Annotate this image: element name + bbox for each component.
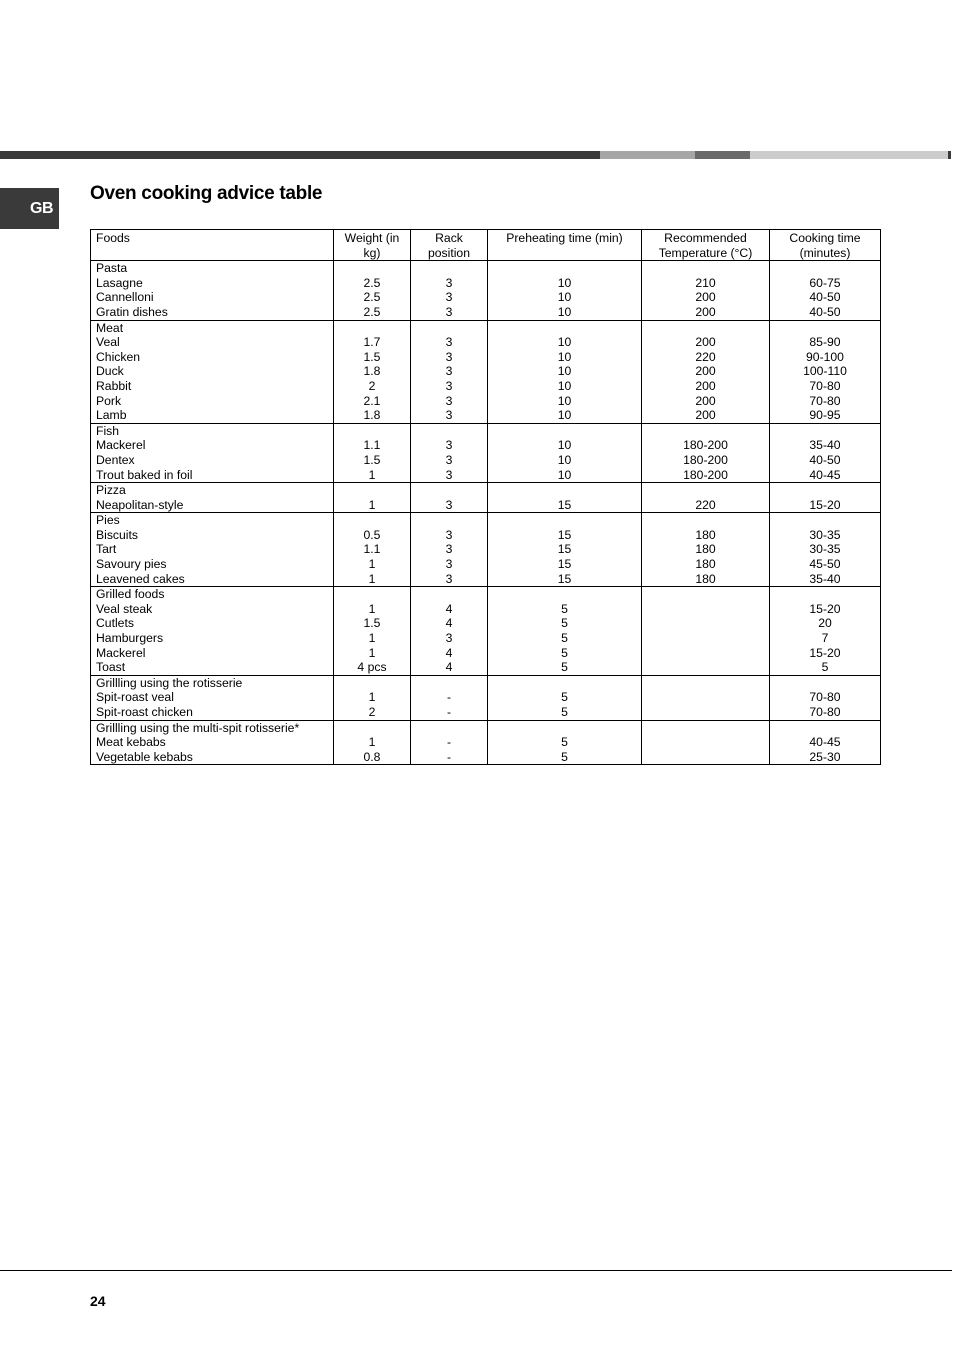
food-value: Cannelloni bbox=[96, 290, 154, 305]
preheat-value: 10 bbox=[557, 290, 572, 305]
cell-spacer bbox=[334, 513, 410, 528]
rack-value: 3 bbox=[445, 304, 453, 319]
cell-spacer bbox=[770, 483, 880, 498]
temp-cell bbox=[642, 675, 770, 720]
preheat-value: 15 bbox=[557, 527, 572, 542]
weight-cell bbox=[334, 261, 411, 320]
table-group-row bbox=[91, 483, 881, 513]
time-value: 15-20 bbox=[809, 601, 841, 616]
food-value: Savoury pies bbox=[96, 557, 167, 572]
temp-value bbox=[642, 631, 769, 646]
temp-cell bbox=[642, 587, 770, 676]
language-tab: GB bbox=[0, 188, 59, 229]
food-group-heading: Grilled foods bbox=[96, 587, 165, 602]
preheat-value: 10 bbox=[557, 452, 572, 467]
header-bar-segment bbox=[600, 151, 695, 159]
cell-spacer bbox=[770, 261, 880, 276]
time-value: 25-30 bbox=[809, 749, 841, 764]
food-value: Gratin dishes bbox=[96, 304, 168, 319]
cell-spacer bbox=[488, 513, 641, 528]
cell-spacer bbox=[488, 261, 641, 276]
header-bar-segment bbox=[948, 151, 951, 159]
preheat-value: 15 bbox=[557, 542, 572, 557]
preheat-value: 5 bbox=[561, 616, 568, 631]
weight-value: 1 bbox=[368, 601, 376, 616]
cell-spacer bbox=[411, 483, 487, 498]
rack-value: 3 bbox=[445, 349, 453, 364]
preheat-value: 10 bbox=[557, 438, 572, 453]
table-group-row bbox=[91, 675, 881, 720]
rack-cell bbox=[411, 513, 488, 587]
food-group-heading: Grillling using the rotisserie bbox=[96, 675, 243, 690]
cell-spacer bbox=[411, 261, 487, 276]
preheat-value: 5 bbox=[561, 690, 568, 705]
temp-value: 180-200 bbox=[683, 452, 728, 467]
weight-value: 0.8 bbox=[363, 749, 381, 764]
food-value: Spit-roast chicken bbox=[96, 705, 193, 719]
time-value: 30-35 bbox=[809, 527, 841, 542]
rack-value: 3 bbox=[445, 452, 453, 467]
cell-spacer bbox=[334, 721, 410, 736]
rack-value: - bbox=[446, 749, 452, 764]
cell-spacer bbox=[411, 587, 487, 602]
table-group-row bbox=[91, 513, 881, 587]
cell-spacer bbox=[411, 676, 487, 691]
preheat-value: 10 bbox=[557, 408, 572, 423]
weight-value: 1.1 bbox=[363, 542, 381, 557]
weight-cell bbox=[334, 513, 411, 587]
cell-spacer bbox=[770, 424, 880, 439]
rack-value: 3 bbox=[445, 275, 453, 290]
time-value: 100-110 bbox=[803, 364, 847, 379]
weight-cell bbox=[334, 720, 411, 765]
food-value: Veal steak bbox=[96, 601, 153, 616]
weight-value: 1.5 bbox=[363, 452, 381, 467]
time-value: 40-50 bbox=[809, 290, 841, 305]
cell-spacer bbox=[488, 424, 641, 439]
time-cell bbox=[770, 675, 881, 720]
temp-value: 220 bbox=[695, 497, 716, 512]
temp-cell bbox=[642, 261, 770, 320]
food-group-heading: Meat bbox=[96, 320, 124, 335]
temp-value bbox=[642, 750, 769, 765]
cell-spacer bbox=[642, 261, 769, 276]
weight-cell bbox=[334, 587, 411, 676]
weight-value: 1 bbox=[368, 690, 376, 705]
temp-value: 220 bbox=[695, 349, 716, 364]
rack-value: - bbox=[446, 690, 452, 705]
temp-value bbox=[642, 602, 769, 617]
preheat-value: 5 bbox=[561, 705, 568, 719]
time-value: 70-80 bbox=[809, 378, 841, 393]
rack-value: 3 bbox=[445, 364, 453, 379]
time-value: 40-50 bbox=[809, 304, 841, 319]
food-value: Pork bbox=[96, 393, 122, 408]
temp-value bbox=[642, 735, 769, 750]
weight-cell bbox=[334, 320, 411, 423]
cell-spacer bbox=[642, 513, 769, 528]
cell-spacer bbox=[334, 483, 410, 498]
food-value: Hamburgers bbox=[96, 631, 164, 646]
food-value: Leavened cakes bbox=[96, 571, 185, 586]
preheat-value: 10 bbox=[557, 364, 572, 379]
food-value: Trout baked in foil bbox=[96, 467, 193, 482]
temp-value: 210 bbox=[695, 275, 716, 290]
rack-value: 3 bbox=[445, 438, 453, 453]
temp-value bbox=[642, 616, 769, 631]
food-value: Neapolitan-style bbox=[96, 497, 184, 512]
temp-value: 200 bbox=[695, 364, 716, 379]
preheat-value: 10 bbox=[557, 304, 572, 319]
temp-value: 180-200 bbox=[683, 438, 728, 453]
preheat-value: 10 bbox=[557, 349, 572, 364]
time-value: 70-80 bbox=[809, 393, 841, 408]
time-value: 7 bbox=[821, 631, 829, 646]
cell-spacer bbox=[770, 513, 880, 528]
food-value: Tart bbox=[96, 542, 117, 557]
preheat-value: 10 bbox=[557, 467, 572, 482]
rack-value: 3 bbox=[445, 542, 453, 557]
weight-value: 1 bbox=[368, 497, 376, 512]
weight-value: 1.5 bbox=[363, 616, 381, 631]
food-group-heading: Pies bbox=[96, 513, 120, 528]
weight-value: 4 pcs bbox=[357, 660, 387, 675]
temp-value: 180 bbox=[695, 542, 716, 557]
column-header-rack: Rack position bbox=[411, 230, 488, 261]
cell-spacer bbox=[411, 424, 487, 439]
temp-cell bbox=[642, 720, 770, 765]
foods-cell bbox=[91, 261, 334, 320]
header-bar-segment bbox=[0, 151, 600, 159]
time-value: 35-40 bbox=[809, 571, 841, 586]
cell-spacer bbox=[334, 261, 410, 276]
food-value: Lamb bbox=[96, 408, 127, 423]
preheat-cell bbox=[488, 675, 642, 720]
cell-spacer bbox=[642, 424, 769, 439]
time-value: 85-90 bbox=[809, 335, 841, 350]
foods-cell bbox=[91, 513, 334, 587]
preheat-value: 5 bbox=[561, 631, 568, 646]
temp-value: 200 bbox=[695, 290, 716, 305]
time-value: 45-50 bbox=[809, 557, 841, 572]
time-value: 70-80 bbox=[809, 705, 841, 719]
preheat-value: 10 bbox=[557, 393, 572, 408]
table-body bbox=[91, 261, 881, 765]
cell-spacer bbox=[334, 676, 410, 691]
temp-cell bbox=[642, 320, 770, 423]
column-header-foods: Foods bbox=[91, 230, 334, 261]
rack-value: 3 bbox=[445, 557, 453, 572]
cell-spacer bbox=[411, 513, 487, 528]
preheat-value: 5 bbox=[561, 645, 568, 660]
weight-value: 1.8 bbox=[363, 408, 381, 423]
preheat-value: 5 bbox=[561, 660, 568, 675]
time-cell bbox=[770, 423, 881, 482]
rack-value: 3 bbox=[445, 497, 453, 512]
weight-value: 1.8 bbox=[363, 364, 381, 379]
food-value: Meat kebabs bbox=[96, 735, 166, 750]
preheat-value: 15 bbox=[557, 557, 572, 572]
weight-value: 1 bbox=[368, 467, 376, 482]
rack-value: 4 bbox=[445, 616, 453, 631]
weight-value: 2.5 bbox=[363, 290, 381, 305]
rack-value: 3 bbox=[445, 571, 453, 586]
temp-value: 200 bbox=[695, 335, 716, 350]
temp-value: 180 bbox=[695, 527, 716, 542]
preheat-cell bbox=[488, 720, 642, 765]
foods-cell bbox=[91, 320, 334, 423]
rack-value: 4 bbox=[445, 601, 453, 616]
cell-spacer bbox=[488, 321, 641, 336]
time-cell bbox=[770, 483, 881, 513]
rack-cell bbox=[411, 720, 488, 765]
food-value: Lasagne bbox=[96, 275, 143, 290]
time-value: 60-75 bbox=[809, 275, 841, 290]
preheat-value: 10 bbox=[557, 378, 572, 393]
temp-cell bbox=[642, 423, 770, 482]
preheat-value: 10 bbox=[557, 275, 572, 290]
preheat-value: 15 bbox=[557, 497, 572, 512]
foods-cell bbox=[91, 483, 334, 513]
cell-spacer bbox=[770, 676, 880, 691]
oven-cooking-table bbox=[90, 229, 881, 765]
preheat-cell bbox=[488, 320, 642, 423]
footer-rule bbox=[0, 1270, 952, 1271]
header-bar-segment bbox=[695, 151, 750, 159]
rack-value: 3 bbox=[445, 467, 453, 482]
cell-spacer bbox=[642, 483, 769, 498]
column-header-cooking-time: Cooking time (minutes) bbox=[770, 230, 881, 261]
cell-spacer bbox=[411, 721, 487, 736]
weight-cell bbox=[334, 483, 411, 513]
food-group-heading: Pasta bbox=[96, 261, 128, 276]
food-value: Mackerel bbox=[96, 645, 146, 660]
preheat-cell bbox=[488, 513, 642, 587]
rack-value: 3 bbox=[445, 631, 453, 646]
rack-value: 3 bbox=[445, 393, 453, 408]
rack-value: 4 bbox=[445, 645, 453, 660]
cell-spacer bbox=[488, 721, 641, 736]
food-value: Vegetable kebabs bbox=[96, 749, 193, 764]
time-value: 20 bbox=[818, 616, 832, 631]
weight-value: 1 bbox=[368, 735, 376, 750]
cell-spacer bbox=[770, 721, 880, 736]
page-number: 24 bbox=[90, 1293, 106, 1309]
rack-cell bbox=[411, 320, 488, 423]
food-value: Spit-roast veal bbox=[96, 690, 174, 705]
cell-spacer bbox=[334, 424, 410, 439]
time-value: 40-50 bbox=[809, 452, 841, 467]
table-header-row bbox=[91, 230, 881, 261]
temp-value bbox=[642, 660, 769, 675]
preheat-value: 5 bbox=[561, 735, 568, 750]
rack-cell bbox=[411, 587, 488, 676]
temp-value: 200 bbox=[695, 378, 716, 393]
food-value: Biscuits bbox=[96, 527, 138, 542]
weight-cell bbox=[334, 675, 411, 720]
temp-value: 200 bbox=[695, 393, 716, 408]
rack-value: 3 bbox=[445, 408, 453, 423]
page-title: Oven cooking advice table bbox=[90, 183, 323, 204]
cell-spacer bbox=[334, 321, 410, 336]
time-value: 40-45 bbox=[809, 467, 841, 482]
rack-cell bbox=[411, 483, 488, 513]
cell-spacer bbox=[770, 321, 880, 336]
time-value: 15-20 bbox=[809, 497, 841, 512]
food-value: Duck bbox=[96, 364, 124, 379]
preheat-cell bbox=[488, 587, 642, 676]
rack-value: - bbox=[446, 735, 452, 750]
cell-spacer bbox=[642, 587, 769, 602]
time-cell bbox=[770, 320, 881, 423]
weight-value: 1 bbox=[368, 571, 376, 586]
weight-value: 1.5 bbox=[363, 349, 381, 364]
foods-cell bbox=[91, 423, 334, 482]
temp-cell bbox=[642, 513, 770, 587]
time-value: 5 bbox=[821, 660, 829, 675]
food-value: Dentex bbox=[96, 452, 135, 467]
time-value: 70-80 bbox=[809, 690, 841, 705]
rack-value: - bbox=[446, 705, 452, 719]
preheat-value: 15 bbox=[557, 571, 572, 586]
rack-value: 4 bbox=[445, 660, 453, 675]
weight-value: 1.7 bbox=[363, 335, 381, 350]
food-value: Chicken bbox=[96, 349, 141, 364]
column-header-weight: Weight (in kg) bbox=[334, 230, 411, 261]
time-value: 35-40 bbox=[809, 438, 841, 453]
header-color-bar bbox=[0, 151, 954, 159]
rack-value: 3 bbox=[445, 335, 453, 350]
weight-value: 2 bbox=[368, 705, 376, 719]
table-group-row bbox=[91, 320, 881, 423]
cell-spacer bbox=[488, 676, 641, 691]
cell-spacer bbox=[411, 321, 487, 336]
cell-spacer bbox=[334, 587, 410, 602]
weight-value: 1 bbox=[368, 645, 376, 660]
time-cell bbox=[770, 513, 881, 587]
time-cell bbox=[770, 261, 881, 320]
food-value: Cutlets bbox=[96, 616, 134, 631]
foods-cell bbox=[91, 720, 334, 765]
temp-value bbox=[642, 705, 769, 720]
time-value: 90-95 bbox=[809, 408, 841, 423]
preheat-value: 5 bbox=[561, 601, 568, 616]
food-value: Toast bbox=[96, 660, 126, 675]
foods-cell bbox=[91, 587, 334, 676]
cell-spacer bbox=[488, 587, 641, 602]
cell-spacer bbox=[642, 321, 769, 336]
temp-value: 200 bbox=[695, 408, 716, 423]
preheat-cell bbox=[488, 261, 642, 320]
food-group-heading: Grillling using the multi-spit rotisserie* bbox=[96, 720, 300, 735]
table-group-row bbox=[91, 720, 881, 765]
weight-value: 2.1 bbox=[363, 393, 381, 408]
food-group-heading: Fish bbox=[96, 423, 120, 438]
temp-value: 180 bbox=[695, 571, 716, 586]
weight-cell bbox=[334, 423, 411, 482]
weight-value: 2.5 bbox=[363, 304, 381, 319]
column-header-temperature: Recommended Temperature (°C) bbox=[642, 230, 770, 261]
time-value: 90-100 bbox=[806, 349, 844, 364]
weight-value: 1 bbox=[368, 557, 376, 572]
weight-value: 1 bbox=[368, 631, 376, 646]
weight-value: 2 bbox=[368, 378, 376, 393]
time-cell bbox=[770, 720, 881, 765]
table-group-row bbox=[91, 423, 881, 482]
food-value: Mackerel bbox=[96, 438, 146, 453]
temp-value: 180 bbox=[695, 557, 716, 572]
time-value: 40-45 bbox=[809, 735, 841, 750]
food-value: Veal bbox=[96, 335, 120, 350]
rack-value: 3 bbox=[445, 527, 453, 542]
food-group-heading: Pizza bbox=[96, 483, 126, 498]
preheat-value: 5 bbox=[561, 749, 568, 764]
cell-spacer bbox=[770, 587, 880, 602]
rack-value: 3 bbox=[445, 378, 453, 393]
cell-spacer bbox=[642, 676, 769, 691]
rack-cell bbox=[411, 423, 488, 482]
table-group-row bbox=[91, 587, 881, 676]
column-header-preheat: Preheating time (min) bbox=[488, 230, 642, 261]
weight-value: 2.5 bbox=[363, 275, 381, 290]
temp-value bbox=[642, 646, 769, 661]
temp-value: 180-200 bbox=[683, 467, 728, 482]
preheat-value: 10 bbox=[557, 335, 572, 350]
table-group-row bbox=[91, 261, 881, 320]
weight-value: 1.1 bbox=[363, 438, 381, 453]
rack-cell bbox=[411, 675, 488, 720]
cell-spacer bbox=[642, 721, 769, 736]
temp-value: 200 bbox=[695, 304, 716, 319]
temp-value bbox=[642, 690, 769, 705]
time-value: 15-20 bbox=[809, 645, 841, 660]
preheat-cell bbox=[488, 423, 642, 482]
preheat-cell bbox=[488, 483, 642, 513]
time-value: 30-35 bbox=[809, 542, 841, 557]
food-value: Rabbit bbox=[96, 378, 132, 393]
rack-cell bbox=[411, 261, 488, 320]
time-cell bbox=[770, 587, 881, 676]
weight-value: 0.5 bbox=[363, 527, 381, 542]
header-bar-segment bbox=[750, 151, 948, 159]
temp-cell bbox=[642, 483, 770, 513]
rack-value: 3 bbox=[445, 290, 453, 305]
foods-cell bbox=[91, 675, 334, 720]
cell-spacer bbox=[488, 483, 641, 498]
